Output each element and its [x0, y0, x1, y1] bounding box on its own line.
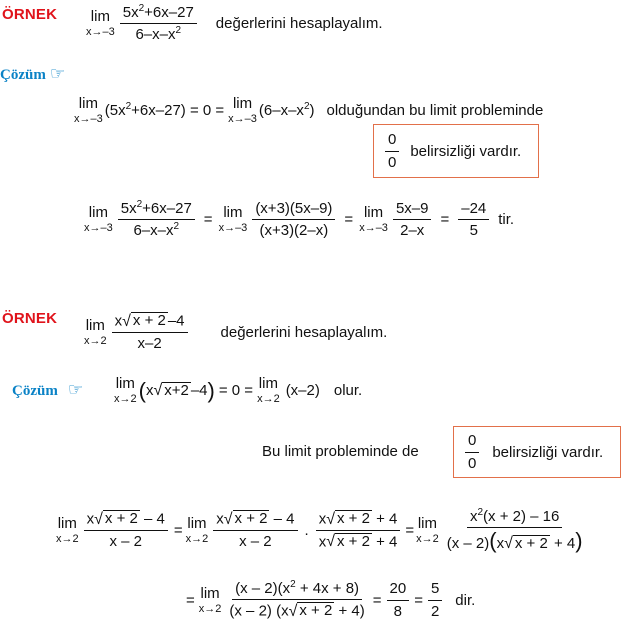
limit-operator: lim x→–3 — [84, 204, 113, 235]
indeterminate-form-box-1: $\frac{0}{0}$ belirsizliği vardır. — [373, 124, 539, 178]
solution-1-explanation: olduğundan bu limit probleminde — [326, 102, 544, 119]
limit-operator: lim x→–3 — [74, 95, 103, 125]
limit-operator: lim x→2 — [56, 514, 79, 545]
solution-1-line-1: lim x→–3 $(5x^2+6x-27) = 0$ = lim x→–3 $(6-x-x^2)$ olduğundan bu limit probleminde — [74, 95, 544, 125]
square-root: √ x+2 — [153, 381, 189, 400]
pointing-hand-icon: ☞ — [67, 380, 84, 400]
solution-2-equation-2: = lim x→2 $(x - 2)(x^2 + 4x + 8)$ (x – 2) (x √ x + 2 + 4) = $\frac{20}{8}$ = $\frac{5}{2}$ dir. — [186, 579, 476, 620]
limit-operator: lim x→2 — [416, 514, 439, 545]
example-1-label: ÖRNEK — [2, 6, 58, 23]
limit-operator: lim x→2 — [114, 375, 137, 405]
solution-2-label: Çözüm ☞ — [12, 380, 84, 400]
limit-operator: lim x→2 — [198, 584, 222, 615]
limit-operator: lim x→2 — [84, 316, 107, 347]
square-root: √ x + 2 — [122, 312, 166, 330]
example-2-text: değerlerini hesaplayalım. — [220, 323, 388, 341]
solution-2-line-1: lim x→2 ( x √ x+2 –4 ) = 0 = lim x→2 (x–2) olur. — [114, 375, 363, 405]
example-2-label: ÖRNEK — [2, 310, 58, 327]
limit-operator: lim x→–3 — [228, 95, 257, 125]
example-2-expression: lim x→2 x √ x + 2 –4 x–2 değerlerini hesaplayalım. — [84, 312, 388, 352]
solution-2-explanation: Bu limit probleminde de — [262, 443, 419, 460]
solution-1-label: Çözüm ☞ — [0, 64, 66, 84]
indeterminate-form-box-2: $\frac{0}{0}$ belirsizliği vardır. — [453, 426, 621, 478]
limit-operator: lim x→–3 — [218, 204, 248, 235]
limit-operator: lim x→2 — [257, 375, 280, 405]
example-1-expression — [86, 4, 383, 44]
limit-operator: lim x→2 — [185, 514, 209, 545]
limit-operator: lim x→–3 — [86, 8, 115, 39]
solution-1-equation: lim x→–3 $\frac{5x^2+6x-27}{6-x-x^2}$ = lim x→–3 $\frac{(x+3)(5x-9)}{(x+3)(2-x)}$ = lim x→–3 $\frac{5x-9}{2-x}$ = $\frac{-24}{5}$ tir. — [84, 199, 515, 240]
example-1-text: değerlerini hesaplayalım. — [215, 15, 383, 33]
pointing-hand-icon: ☞ — [49, 64, 66, 84]
limit-operator: lim x→–3 — [359, 204, 388, 235]
solution-2-equation-1: lim x→2 x √ x + 2 – 4 x – 2 = lim x→2 x √ x + 2 – 4 x – 2 . x √ x + 2 + 4 x √ x + 2 + 4 = lim x→2 $x^2(x + 2) - 16$ (x – 2)(x √ x + 2 + 4) — [56, 507, 583, 554]
example-1-fraction: $\frac{5x^2+6x-27}{6-x-x^2}$ — [120, 4, 197, 44]
